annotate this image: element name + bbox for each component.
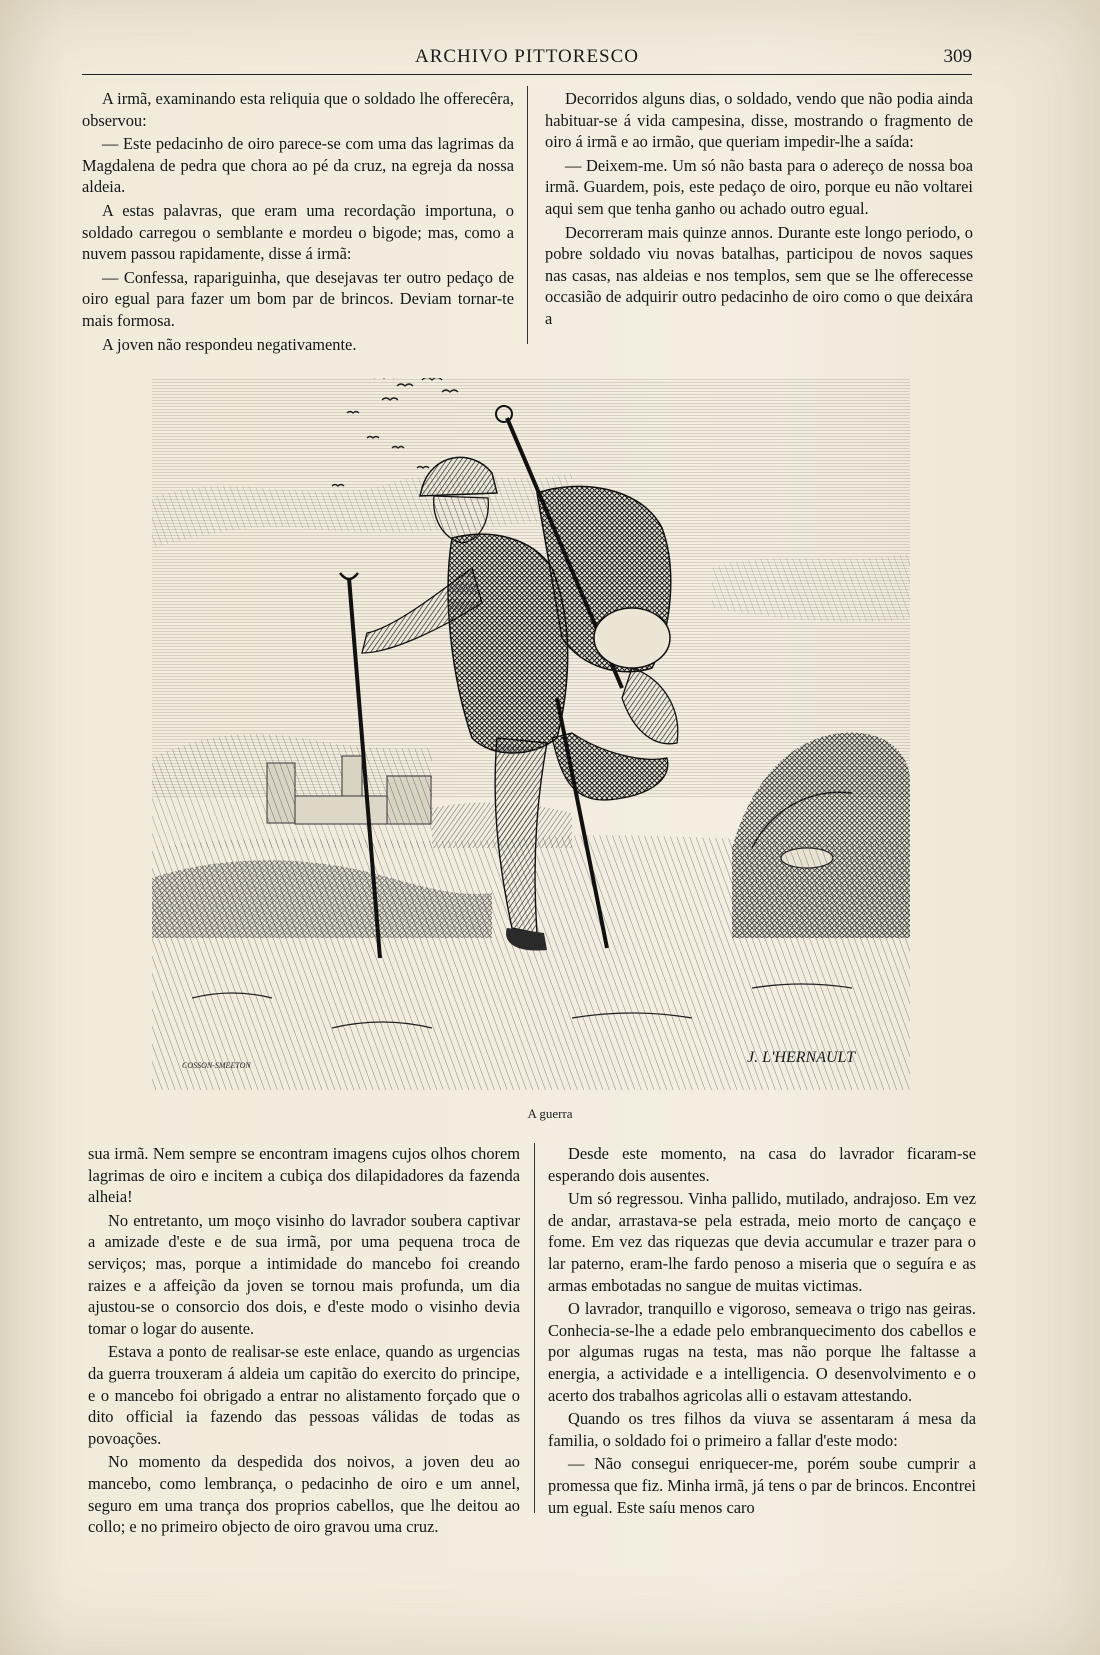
column-bottom-left [88,1143,520,1540]
paragraph: No momento da despedida dos noivos, a joven deu ao mancebo, como lembrança, o pedacinho de oiro e um annel, seguro em uma trança dos proprios cabellos, que lhe deitou ao collo; e no primeiro objecto de oiro gravou uma cruz. [88,1452,520,1537]
paragraph: — Deixem-me. Um só não basta para o adereço de nossa boa irmã. Guardem, pois, este pedaço de oiro, porque eu não voltarei aqui sem que tenha ganho ou achado outro egual. [545,155,973,218]
artist-signature: J. L'HERNAULT [747,1049,855,1066]
engraving-a-guerra [152,378,910,1090]
paragraph: Decorreram mais quinze annos. Durante este longo periodo, o pobre soldado viu novas batalhas, participou de novos saques nas casas, nas aldeias e nos templos, sem que se lhe offerecesse occasião de adquirir outro pedacinho de oiro como o que deixára a [545,222,973,328]
paragraph: Quando os tres filhos da viuva se assentaram á mesa da familia, o soldado foi o primeiro a fallar d'este modo: [548,1409,976,1450]
paragraph: No entretanto, um moço visinho do lavrador soubera captivar a amizade d'este e de sua irmã, por uma pequena troca de serviços; mas, porque a intimidade do mancebo foi creando raizes e a affeição da joven se tornou mais profunda, um dia ajustou-se o consorcio dos dois, e d'este modo o visinho devia tomar o logar do ausente. [88,1210,520,1338]
paragraph: Um só regressou. Vinha pallido, mutilado, andrajoso. Em vez de andar, arrastava-se pela estrada, meio morto de cançaço e fome. Em vez das riquezas que devia accumular e trazer para o lar paterno, eram-lhe fardo penoso a miseria que o seguíra e as armas embotadas no sangue de muitas victimas. [548,1189,976,1295]
paragraph: — Confessa, rapariguinha, que desejavas ter outro pedaço de oiro egual para fazer um bom par de brincos. Deviam tornar-te mais formosa. [82,267,514,330]
paragraph: O lavrador, tranquillo e vigoroso, semeava o trigo nas geiras. Conhecia-se-lhe a edade pelo embranquecimento dos cabellos e por algumas rugas na testa, mas não porque lhe faltasse a energia, a actividade e a intelligencia. O desenvolvimento e o acerto dos trabalhos agricolas alli o estavam attestando. [548,1299,976,1405]
page-header [82,44,972,75]
paragraph: A joven não respondeu negativamente. [102,334,357,354]
paragraph: A irmã, examinando esta reliquia que o soldado lhe offerecêra, observou: [82,89,514,130]
paragraph: A estas palavras, que eram uma recordação importuna, o soldado carregou o semblante e mordeu o bigode; mas, como a nuvem passou rapidamente, disse á irmã: [82,200,514,264]
paragraph: Estava a ponto de realisar-se este enlace, quando as urgencias da guerra trouxeram á aldeia um capitão do exercito do principe, e o mancebo foi obrigado a entrar no alistamento forçado que o dito official ia fazendo das pessoas válidas de todas as povoações. [88,1342,520,1448]
paragraph: Desde este momento, na casa do lavrador ficaram-se esperando dois ausentes. [548,1144,976,1185]
paragraph: sua irmã. Nem sempre se encontram imagens cujos olhos chorem lagrimas de oiro e incitem a cubiça dos dilapidadores da fazenda alheia! [88,1144,520,1207]
engraver-signature: COSSON-SMEETON [182,1061,251,1070]
paragraph: Decorridos alguns dias, o soldado, vendo que não podia ainda habituar-se á vida campesina, disse, mostrando o fragmento de oiro á irmã e ao irmão, que queriam impedir-lhe a saída: [545,89,973,152]
column-divider [527,86,528,344]
illustration-caption: A guerra [527,1106,573,1121]
column-top-left [82,88,514,357]
paragraph: — Não consegui enriquecer-me, porém soube cumprir a promessa que fiz. Minha irmã, já tens o par de brincos. Encontrei um egual. Este saíu menos caro [548,1454,976,1517]
journal-title: ARCHIVO PITTORESCO [414,46,640,67]
column-bottom-right [548,1143,976,1520]
column-top-right [545,88,973,332]
page-number: 309 [943,46,972,67]
paragraph: — Este pedacinho de oiro parece-se com uma das lagrimas da Magdalena de pedra que chora ao pé da cruz, na egreja da nossa aldeia. [82,134,514,197]
column-divider [534,1143,535,1513]
